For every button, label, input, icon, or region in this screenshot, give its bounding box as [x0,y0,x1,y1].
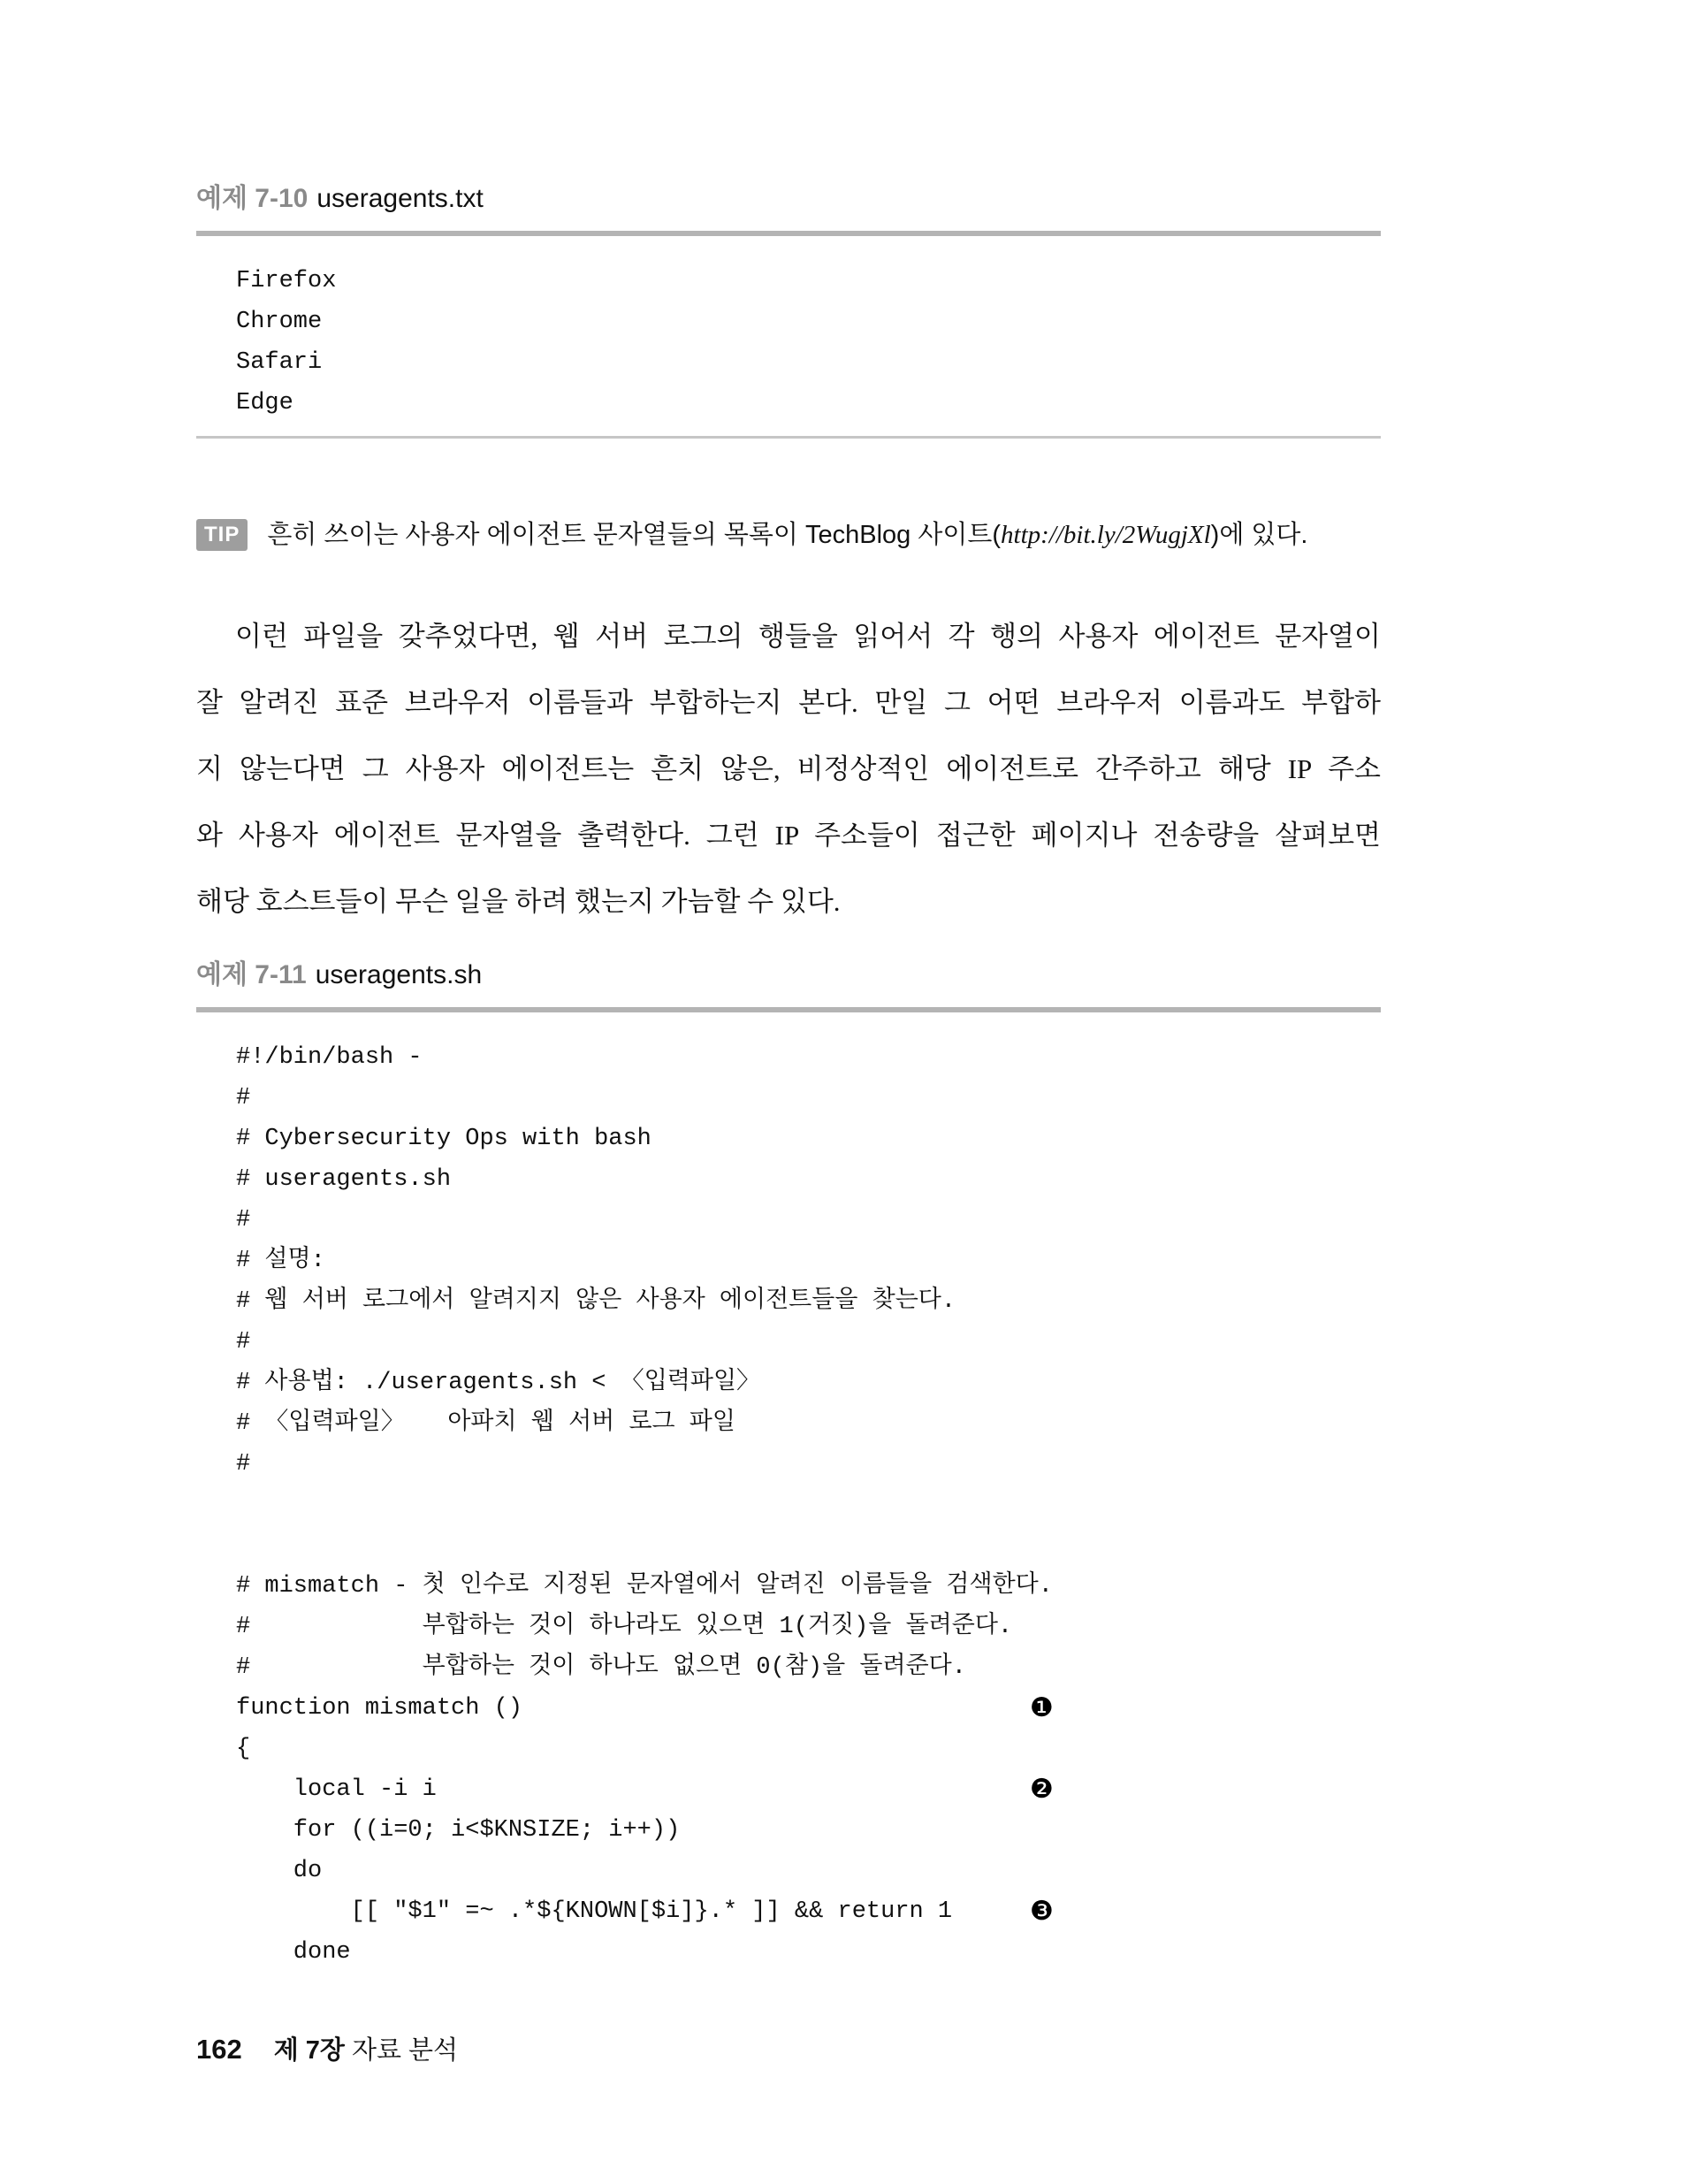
listing-caption-label: 예제 7-10 [196,184,309,213]
code-line [196,302,1381,342]
code-text: # [236,1329,251,1355]
code-text: function mismatch () [236,1695,523,1722]
callout-marker-3: ❸ [1030,1896,1054,1927]
code-text: # [236,1451,251,1478]
page-footer [196,2030,458,2066]
code-line [196,1688,1381,1729]
tip-text-before: 흔히 쓰이는 사용자 에이전트 문자열들의 목록이 [267,521,805,549]
code-text: Chrome [236,309,323,335]
paragraph-line: 지 않는다면 그 사용자 에이전트는 흔치 않은, 비정상적인 에이전트로 간주하고 해당 IP 주소 [196,753,1381,784]
code-text: { [236,1736,251,1762]
code-text: local -i i [236,1776,437,1803]
code-text: Safari [236,349,323,376]
code-line [196,1810,1381,1851]
code-line [196,1891,1381,1932]
code-line [196,1078,1381,1119]
code-line [196,1485,1381,1525]
listing-7-11-code [196,1012,1381,1973]
paragraph-line: 잘 알려진 표준 브라우저 이름들과 부합하는지 본다. 만일 그 어떤 브라우저 이름과도 부합하 [196,687,1381,718]
page-number: 162 [196,2034,242,2065]
code-text: # 웹 서버 로그에서 알려지지 않은 사용자 에이전트들을 찾는다. [236,1288,956,1315]
code-text: # mismatch - 첫 인수로 지정된 문자열에서 알려진 이름들을 검색한다. [236,1573,1053,1600]
code-text: Firefox [236,268,337,294]
code-line [196,1444,1381,1485]
paragraph-line: 해당 호스트들이 무슨 일을 하려 했는지 가늠할 수 있다. [196,886,841,917]
listing-caption-label: 예제 7-11 [196,960,307,989]
tip-text-mid: 사이트( [910,521,1002,549]
code-line [196,1607,1381,1647]
paragraph-line: 와 사용자 에이전트 문자열을 출력한다. 그런 IP 주소들이 접근한 페이지나 전송량을 살펴보면 [196,820,1381,851]
listing-bottom-rule [196,436,1381,439]
code-line [196,1322,1381,1363]
code-line [196,1932,1381,1973]
code-line [196,1851,1381,1891]
code-line [196,1200,1381,1241]
tip-brand-name: TechBlog [804,521,911,549]
code-line [196,1566,1381,1607]
tip-badge: TIP [196,519,248,551]
code-text: # 설명: [236,1248,325,1274]
code-text: # [236,1207,251,1233]
listing-7-10-code [196,236,1381,436]
code-text: [[ "$1" =~ .*${KNOWN[$i]}.* ]] && return 1 [236,1898,953,1925]
code-line [196,1647,1381,1688]
tip-text-after: )에 있다. [1210,521,1308,549]
code-text: # useragents.sh [236,1166,452,1193]
code-line [196,261,1381,302]
code-line [196,1363,1381,1403]
footer-chapter-label: 제 7장 [273,2036,345,2065]
code-text: do [236,1858,323,1884]
code-line [196,1037,1381,1078]
tip-text [267,516,1307,554]
callout-marker-2: ❷ [1030,1774,1054,1805]
code-line [196,383,1381,424]
code-line [196,1769,1381,1810]
tip-callout [196,516,1381,554]
listing-7-10-caption [196,181,1381,217]
body-paragraph [196,603,1381,935]
code-line [196,1119,1381,1159]
paragraph-line: 이런 파일을 갖추었다면, 웹 서버 로그의 행들을 읽어서 각 행의 사용자 에이전트 문자열이 [235,621,1381,652]
page-content [196,0,1381,1973]
footer-chapter-title: 자료 분석 [351,2036,459,2065]
code-line [196,1281,1381,1322]
code-line [196,1729,1381,1769]
code-text: # 〈입력파일〉 아파치 웹 서버 로그 파일 [236,1410,735,1437]
callout-marker-1: ❶ [1030,1692,1054,1723]
code-line [196,1403,1381,1444]
code-text: #!/bin/bash - [236,1044,423,1071]
code-line [196,1159,1381,1200]
code-line [196,342,1381,383]
code-text: # 부합하는 것이 하나도 없으면 0(참)을 돌려준다. [236,1654,966,1681]
code-text: # 사용법: ./useragents.sh < 〈입력파일〉 [236,1370,761,1396]
listing-7-11-caption [196,958,1381,993]
tip-url: http://bit.ly/2WugjXl [1001,521,1211,549]
code-text: # [236,1085,251,1111]
listing-caption-filename: useragents.sh [315,960,483,989]
code-text: Edge [236,390,293,416]
listing-caption-filename: useragents.txt [316,184,484,213]
code-line [196,1525,1381,1566]
code-text: # Cybersecurity Ops with bash [236,1126,651,1152]
code-text: # 부합하는 것이 하나라도 있으면 1(거짓)을 돌려준다. [236,1614,1013,1640]
code-line [196,1241,1381,1281]
code-text: for ((i=0; i<$KNSIZE; i++)) [236,1817,681,1844]
code-text: done [236,1939,351,1966]
